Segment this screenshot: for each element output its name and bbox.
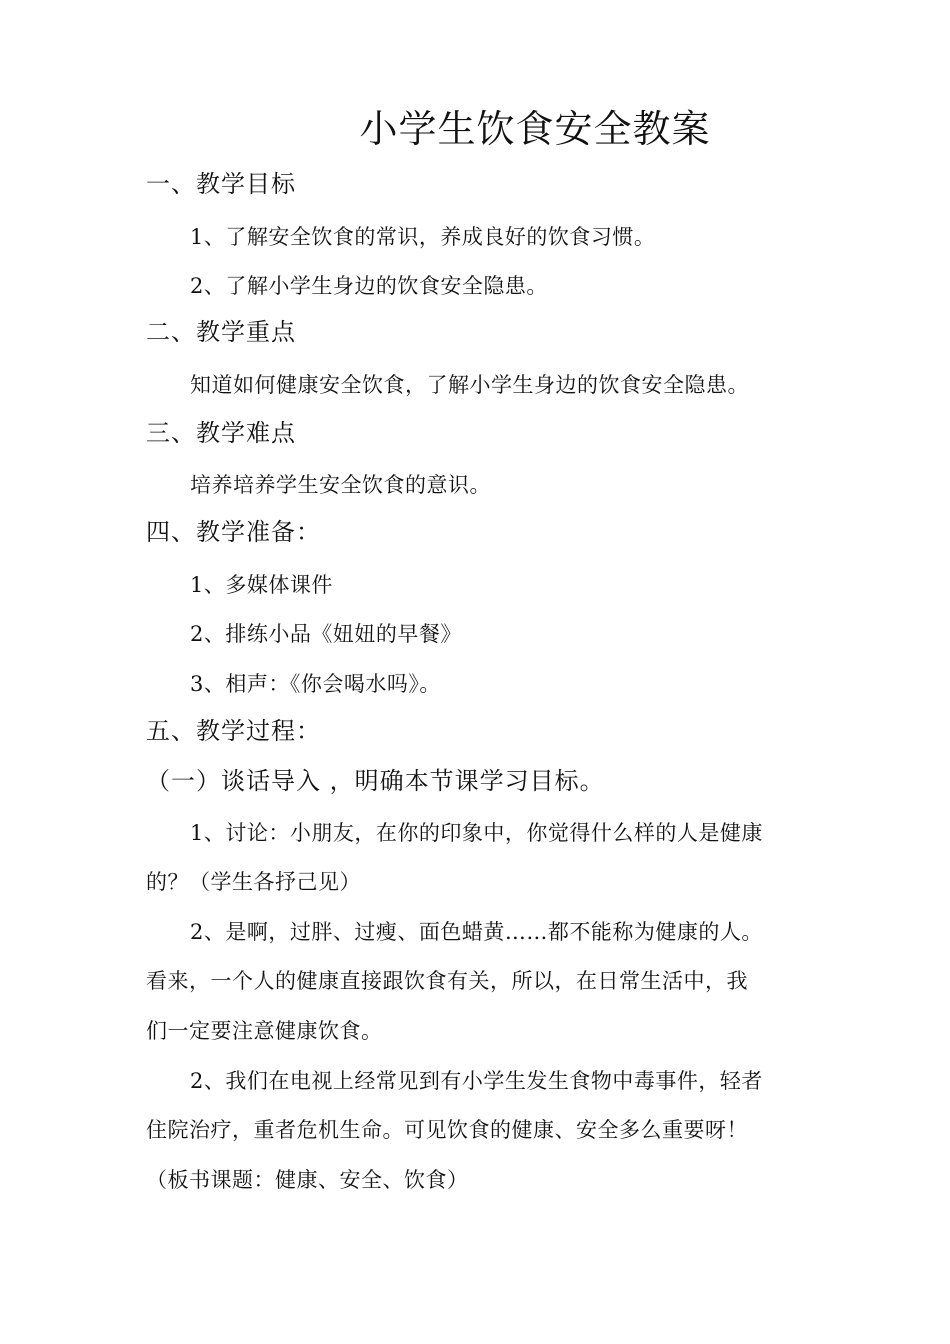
process-paragraph-3-line-1: 2、我们在电视上经常见到有小学生发生食物中毒事件，轻者 [190, 1069, 763, 1093]
section-heading-objectives: 一、教学目标 [146, 170, 296, 198]
preparation-item-1: 1、多媒体课件 [190, 573, 333, 597]
key-points-text: 知道如何健康安全饮食，了解小学生身边的饮食安全隐患。 [190, 373, 749, 397]
document-title: 小学生饮食安全教案 [359, 107, 711, 151]
process-paragraph-3-line-2: 住院治疗，重者危机生命。可见饮食的健康、安全多么重要呀！ [146, 1118, 748, 1142]
process-subheading: （一）谈话导入 ，明确本节课学习目标。 [146, 767, 605, 795]
section-heading-key-points: 二、教学重点 [146, 318, 296, 346]
process-paragraph-2-line-3: 们一定要注意健康饮食。 [146, 1019, 383, 1043]
process-paragraph-1-line-1: 1、讨论：小朋友，在你的印象中，你觉得什么样的人是健康 [190, 821, 763, 845]
process-paragraph-1-line-2: 的？（学生各抒己见） [146, 870, 361, 894]
preparation-item-2: 2、排练小品《妞妞的早餐》 [190, 622, 462, 646]
objective-item-1: 1、了解安全饮食的常识，养成良好的饮食习惯。 [190, 225, 656, 249]
process-paragraph-2-line-1: 2、是啊，过胖、过瘦、面色蜡黄……都不能称为健康的人。 [190, 920, 763, 944]
process-paragraph-3-line-3: （板书课题：健康、安全、饮食） [146, 1168, 469, 1192]
difficulties-text: 培养培养学生安全饮食的意识。 [190, 473, 491, 497]
preparation-item-3: 3、相声：《你会喝水吗》。 [190, 672, 441, 696]
objective-item-2: 2、了解小学生身边的饮食安全隐患。 [190, 274, 548, 298]
section-heading-difficulties: 三、教学难点 [146, 419, 296, 447]
process-paragraph-2-line-2: 看来，一个人的健康直接跟饮食有关，所以，在日常生活中，我 [146, 969, 748, 993]
section-heading-preparation: 四、教学准备： [146, 518, 321, 546]
section-heading-process: 五、教学过程： [146, 717, 321, 745]
